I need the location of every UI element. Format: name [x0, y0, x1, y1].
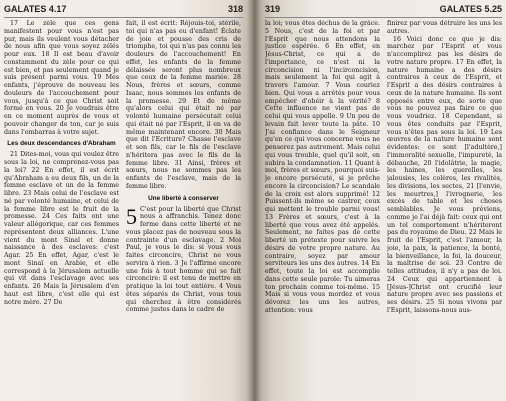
right-page [253, 0, 506, 401]
paragraph: 16 Voici donc ce que je dis: marchez par l'Esprit et vous n'accomplirez pas les désirs de votre nature propre. 17 En effet, la nature humaine a des désirs contraires à ceux de l'Esprit, et l'Esprit a des désirs contraires à ceux de la nature humaine. Ils sont opposés entre eux, de sorte que vous ne pouvez pas faire ce que vous voudriez. 18 Cependant, si vous êtes conduits par l'Esprit, vous n'êtes pas sous la loi. 19 Les œuvres de la nature humaine sont évidentes: ce sont [l'adultère,] l'immoralité sexuelle, l'impureté, la débauche, 20 l'idolâtrie, la magie, les haines, les querelles, les jalousies, les colères, les rivalités, les divisions, les sectes, 21 [l'envie, les meurtres,] l'ivrognerie, les excès de table et les choses semblables. Je vous préviens, comme je l'ai déjà fait: ceux qui ont un tel comportement n'hériteront pas du royaume de Dieu. 22 Mais le fruit de l'Esprit, c'est l'amour, la joie, la paix, la patience, la bonté, la bienveillance, la foi, la douceur, la maîtrise de soi. 23 Contre de telles attitudes, il n'y a pas de loi. 24 Ceux qui appartiennent à [Jésus-]Christ ont crucifié leur nature propre avec ses passions et ses désirs. 25 Si nous vivons par l'Esprit, laissons-nous aus- [387, 35, 502, 314]
left-page-number: 318 [227, 4, 243, 14]
left-column-1 [4, 20, 119, 400]
section-heading: Les deux descendances d'Abraham [7, 140, 116, 148]
left-header-book-ref: GALATES 4.17 [4, 4, 67, 14]
left-column-2 [126, 20, 241, 400]
right-page-columns [265, 20, 502, 400]
book-gutter-shadow [247, 0, 261, 401]
paragraph: la loi; vous êtes déchus de la grâce. 5 Nous, c'est de la foi et par l'Esprit que nous attendons la justice espérée. 6 En effet, en Jésus-Christ, ce qui a de l'importance, ce n'est ni la circoncision ni l'incirconcision, mais seulement la foi qui agit à travers l'amour. 7 Vous couriez bien. Qui vous a arrêtés pour vous empêcher d'obéir à la vérité? 8 Cette influence ne vient pas de celui qui vous appelle. 9 Un peu de levain fait lever toute la pâte. 10 J'ai confiance dans le Seigneur qu'en ce qui vous concerne vous ne penserez pas autrement. Mais celui qui vous trouble, quel qu'il soit, en subira la condamnation. 11 Quant à moi, frères et sœurs, pourquoi suis-je encore persécuté, si je prêche encore la circoncision? Le scandale de la croix est alors supprimé! 12 Puissent-ils même se castrer, ceux qui mettent le trouble parmi vous! 13 Frères et sœurs, c'est à la liberté que vous avez été appelés. Seulement, ne faites pas de cette liberté un prétexte pour suivre les désirs de votre propre nature. Au contraire, soyez par amour serviteurs les uns des autres. 14 En effet, toute la loi est accomplie dans cette seule parole: Tu aimeras ton prochain comme toi-même. 15 Mais si vous vous mordez et vous dévorez les uns les autres, attention: vous [265, 20, 380, 314]
right-column-1 [265, 20, 380, 400]
paragraph: fait, il est écrit: Réjouis-toi, stérile, toi qui n'as pas eu d'enfant! Éclate de joie et pousse des cris de triomphe, toi qui n'as pas connu les douleurs de l'accouchement! En effet, les enfants de la femme délaissée seront plus nombreux que ceux de la femme mariée. 28 Nous, frères et sœurs, comme Isaac, nous sommes les enfants de la promesse. 29 Et de même qu'alors celui qui était né par volonté humaine persécutait celui qui était né par l'Esprit, il en va de même maintenant encore. 30 Mais que dit l'Ecriture? Chasse l'esclave et son fils, car le fils de l'esclave n'héritera pas avec le fils de la femme libre. 31 Ainsi, frères et sœurs, nous ne sommes pas les enfants de l'esclave, mais de la femme libre. [126, 20, 241, 190]
section-heading: Une liberté à conserver [148, 194, 219, 202]
right-header-book-ref: GALATES 5.25 [439, 4, 502, 14]
right-page-number: 319 [265, 4, 281, 14]
right-running-header [265, 4, 502, 18]
paragraph: 17 Le zèle que ces gens manifestent pour vous n'est pas pur, mais ils veulent vous détacher de nous afin que vous soyez zélés pour eux. 18 Il est beau d'avoir constamment du zèle pour ce qui est bien, et pas seulement quand je suis présent parmi vous. 19 Mes enfants, j'éprouve de nouveau les douleurs de l'accouchement pour vous, jusqu'à ce que Christ soit formé en vous. 20 Je voudrais être en ce moment auprès de vous et pouvoir changer de ton, car je suis dans l'embarras à votre sujet. [4, 20, 119, 136]
right-column-2 [387, 20, 502, 400]
left-page-columns [4, 20, 243, 400]
chapter-number: 5 [126, 203, 137, 229]
paragraph: 21 Dites-moi, vous qui voulez être sous la loi, ne comprenez-vous pas la loi? 22 En effet, il est écrit qu'Abraham a eu deux fils, un de la femme esclave et un de la femme libre. 23 Mais celui de l'esclave est né par volonté humaine, et celui de la femme libre est le fruit de la promesse. 24 Ces faits ont une valeur allégorique, car ces femmes représentent deux alliances. L'une vient du mont Sinaï et donne naissance à des esclaves: c'est Agar. 25 En effet, Agar, c'est le mont Sinaï en Arabie, et elle correspond à la Jérusalem actuelle qui vit dans l'esclavage avec ses enfants. 26 Mais la Jérusalem d'en haut est libre, c'est elle qui est notre mère. 27 De [4, 151, 119, 306]
chapter-paragraph [126, 203, 241, 315]
paragraph-text: C'est pour la liberté que Christ nous a affranchis. Tenez donc ferme dans cette liberté et ne vous placez pas de nouveau sous la contrainte d'un esclavage. 2 Moi Paul, je vous le dis: si vous vous faites circoncire, Christ ne vous servira à rien. 3 Je l'affirme encore une fois à tout homme qui se fait circoncire: il est tenu de mettre en pratique la loi tout entière. 4 Vous êtes séparés de Christ, vous tous qui cherchez à être considérés comme justes dans le cadre de [126, 205, 241, 314]
left-running-header [4, 4, 243, 18]
paragraph: finirez par vous détruire les uns les autres. [387, 20, 502, 35]
